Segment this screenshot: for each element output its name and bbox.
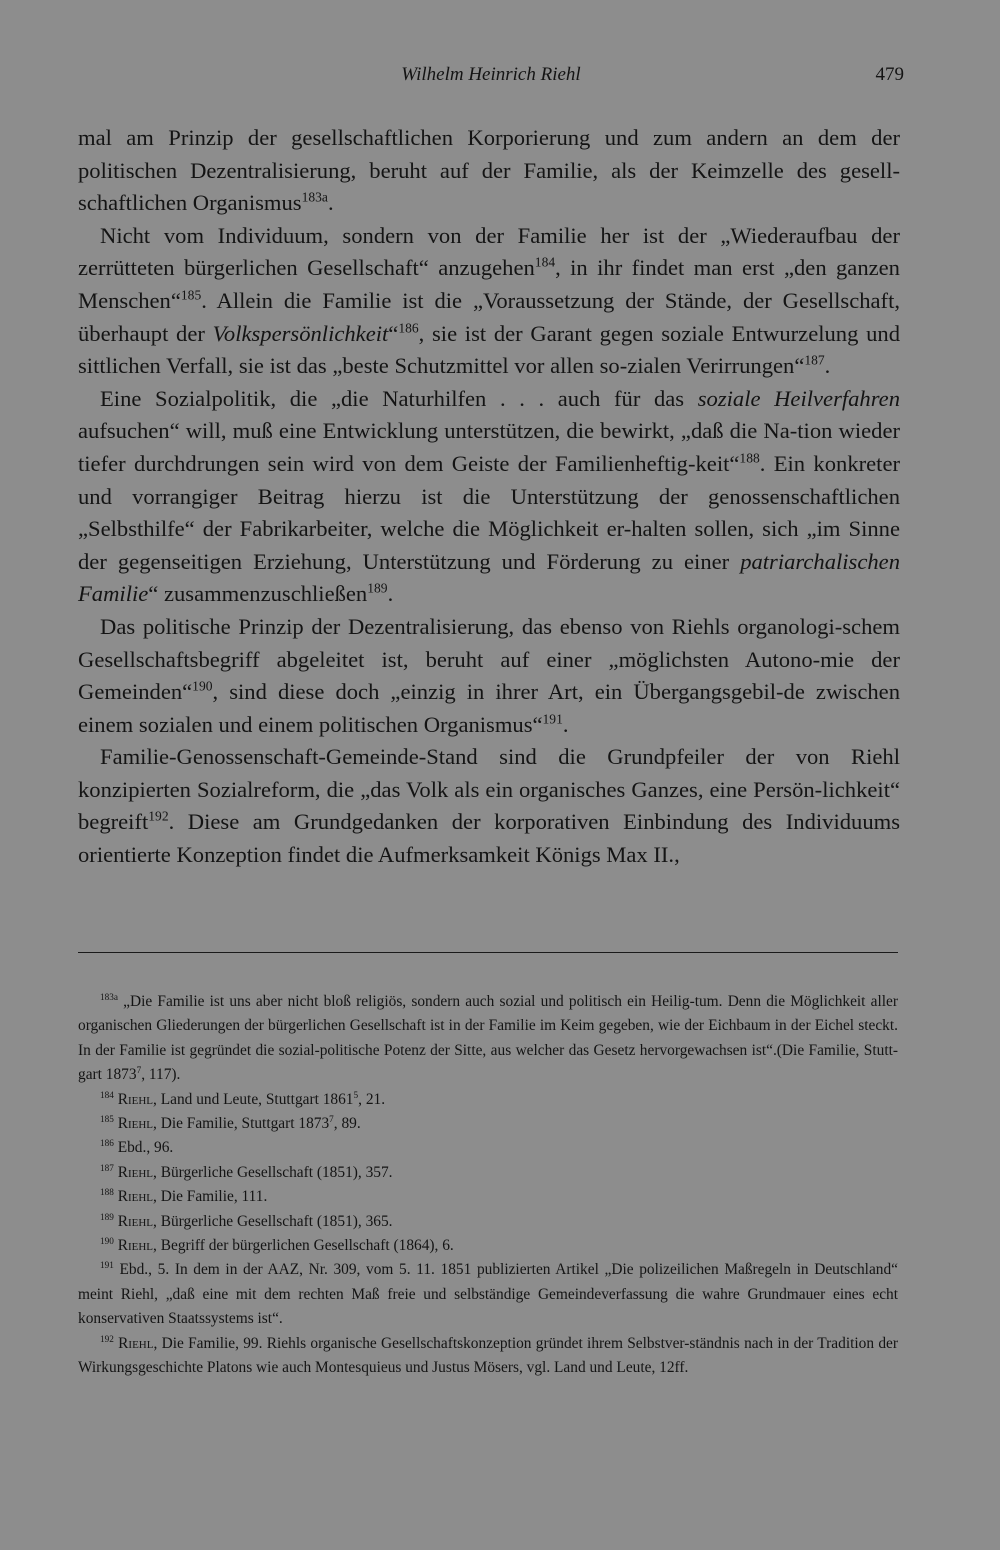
paragraph — [78, 122, 900, 220]
page-number: 479 — [875, 64, 904, 85]
footnote-text: , Begriff der bürgerlichen Gesellschaft (1864), 6. — [153, 1237, 454, 1255]
text-run: Eine Sozialpolitik, die „die Naturhilfen . . . auch für das — [100, 385, 698, 411]
footnote-ref: 189 — [367, 580, 388, 596]
text-run: , sind diese doch „einzig in ihrer Art, ein Übergangsgebil-de zwischen einem sozialen und einem politischen Organismus“ — [78, 679, 900, 737]
footnote-ref: 190 — [192, 678, 213, 694]
footnote-number: 191 — [100, 1260, 114, 1271]
author-name: Riehl — [113, 1090, 154, 1108]
footnote-number: 185 — [100, 1113, 114, 1124]
page-header — [78, 62, 904, 92]
footnote-text: , 21. — [358, 1090, 386, 1108]
text-run: aufsuchen“ will, muß eine Entwicklung unterstützen, die bewirkt, „daß die Na-tion wieder tiefer durchdrungen sein wird von dem Geiste der Familienheftig-keit“ — [78, 418, 900, 476]
footnote-number: 189 — [100, 1211, 114, 1222]
running-title: Wilhelm Heinrich Riehl — [401, 64, 581, 85]
footnote-text: , Die Familie, 111. — [153, 1188, 268, 1206]
text-run: “ — [388, 320, 399, 346]
text-run: . Allein die Familie ist die „Voraussetzung der Stände, der Gesellschaft, überhaupt der — [78, 287, 900, 346]
footnote-number: 192 — [100, 1333, 114, 1344]
text-run: . Ein konkreter und vorrangiger Beitrag hierzu ist die Unterstützung der genossenschaftlichen „Selbsthilfe“ der Fabrikarbeiter, welche die Möglichkeit er-halten sollen, sich „im Sinne der gegenseitigen Erziehung, Unterstützung und Förderung zu einer — [78, 450, 901, 574]
paragraph — [78, 741, 900, 871]
emphasis: soziale Heilverfahren — [697, 385, 901, 411]
footnote — [78, 990, 898, 1088]
paragraph — [78, 383, 900, 611]
text-run: . — [562, 711, 569, 737]
author-name: Riehl — [113, 1237, 154, 1255]
emphasis: Volkspersönlichkeit — [212, 320, 389, 346]
footnote — [78, 1185, 898, 1209]
footnote-ref: 183a — [301, 189, 328, 205]
footnote-text: , 89. — [333, 1115, 361, 1133]
text-run: , in ihr findet man erst „den ganzen Menschen“ — [78, 255, 900, 313]
footnote — [78, 1210, 898, 1234]
author-name: Riehl — [113, 1188, 154, 1206]
footnote-text: „Die Familie ist uns aber nicht bloß religiös, sondern auch sozial und politisch ein Heilig-tum. Denn die Möglichkeit aller organischen Gliederungen der bürgerlichen Gesellschaft ist in der Familie im Keim gegeben, wie der Eichbaum in der Eichel steckt. In der Familie ist gegründet die sozial-politische Potenz der Sitte, aus welcher das Gesetz hervorgewachsen ist“.(Die Familie, Stutt-gart 1873 — [78, 993, 898, 1084]
footnote — [78, 1332, 898, 1381]
footnotes — [78, 990, 898, 1381]
footnote-text: , Bürgerliche Gesellschaft (1851), 357. — [153, 1163, 393, 1181]
footnote-text: , Die Familie, 99. Riehls organische Gesellschaftskonzeption gründet ihrem Selbstver-ständnis nach in der Tradition der Wirkungsgeschichte Platons wie auch Montesquieus und Justus Mösers, vgl. Land und Leute, 12ff. — [78, 1334, 898, 1377]
text-run: . — [824, 353, 831, 379]
footnote — [78, 1161, 898, 1185]
text-run: Nicht vom Individuum, sondern von der Familie her ist der „Wiederaufbau der zerrütteten bürgerlichen Gesellschaft“ anzugehen — [78, 222, 900, 281]
author-name: Riehl — [113, 1334, 154, 1352]
text-run: . Diese am Grundgedanken der korporativen Einbindung des Individuums orientierte Konzeption findet die Aufmerksamkeit Königs Max II., — [78, 809, 900, 868]
footnote-text: , Bürgerliche Gesellschaft (1851), 365. — [153, 1212, 393, 1230]
text-run: “ zusammenzuschließen — [148, 581, 368, 607]
edition-sup: 7 — [136, 1065, 142, 1076]
footnote — [78, 1088, 898, 1112]
footnote-ref: 187 — [804, 352, 825, 368]
footnote — [78, 1136, 898, 1160]
footnote-divider — [78, 952, 898, 953]
footnote-number: 190 — [100, 1235, 114, 1246]
text-run: . — [327, 190, 334, 216]
text-run: , sie ist der Garant gegen soziale Entwurzelung und sittlichen Verfall, sie ist das „beste Schutzmittel vor allen so-zialen Verirrungen“ — [78, 320, 900, 379]
footnote-text: Ebd., 5. In dem in der AAZ, Nr. 309, vom 5. 11. 1851 publizierten Artikel „Die polizeilichen Maßregeln in Deutschland“ meint Riehl, „daß eine mit dem rechten Maß freie und selbständige Gemeindeverfassung die wahre Grundmauer eines echt konservativen Staatssystems ist“. — [78, 1261, 898, 1328]
text-run: . — [387, 581, 394, 607]
footnote-number: 188 — [100, 1187, 114, 1198]
main-text — [78, 122, 900, 872]
footnote-ref: 186 — [398, 320, 419, 336]
footnote — [78, 1112, 898, 1136]
footnote-number: 187 — [100, 1162, 114, 1173]
paragraph — [78, 611, 900, 741]
footnote — [78, 1234, 898, 1258]
footnote-ref: 192 — [148, 808, 169, 824]
footnote-ref: 184 — [534, 254, 556, 270]
footnote-text: , Land und Leute, Stuttgart 1861 — [153, 1090, 354, 1108]
author-name: Riehl — [113, 1163, 154, 1181]
author-name: Riehl — [113, 1115, 154, 1133]
text-run: Familie-Genossenschaft-Gemeinde-Stand sind die Grundpfeiler der von Riehl konzipierten Sozialreform, die „das Volk als ein organisches Ganzes, eine Persön-lichkeit“ begreift — [78, 744, 900, 835]
footnote-number: 186 — [100, 1138, 114, 1149]
footnote — [78, 1258, 898, 1331]
footnote-ref: 185 — [180, 287, 202, 303]
footnote-number: 184 — [100, 1089, 114, 1100]
emphasis: patriarchalischen Familie — [78, 548, 900, 607]
footnote-text: , 117). — [141, 1066, 181, 1084]
author-name: Riehl — [113, 1212, 154, 1230]
footnote-ref: 191 — [542, 711, 563, 727]
footnote-ref: 188 — [739, 450, 760, 466]
text-run: Das politische Prinzip der Dezentralisierung, das ebenso von Riehls organologi-schem Gesellschaftsbegriff abgeleitet ist, beruht auf einer „möglichsten Autono-mie der Gemeinden“ — [78, 613, 900, 705]
footnote-text: , Die Familie, Stuttgart 1873 — [153, 1115, 330, 1133]
footnote-number: 183a — [100, 991, 118, 1002]
footnote-text: Ebd., 96. — [113, 1139, 174, 1157]
edition-sup: 5 — [353, 1089, 359, 1100]
text-run: mal am Prinzip der gesellschaftlichen Korporierung und zum andern an dem der politischen Dezentralisierung, beruht auf der Familie, als der Keimzelle des gesell-schaftlichen Organismus — [78, 125, 900, 216]
paragraph — [78, 220, 900, 383]
edition-sup: 7 — [329, 1113, 334, 1124]
